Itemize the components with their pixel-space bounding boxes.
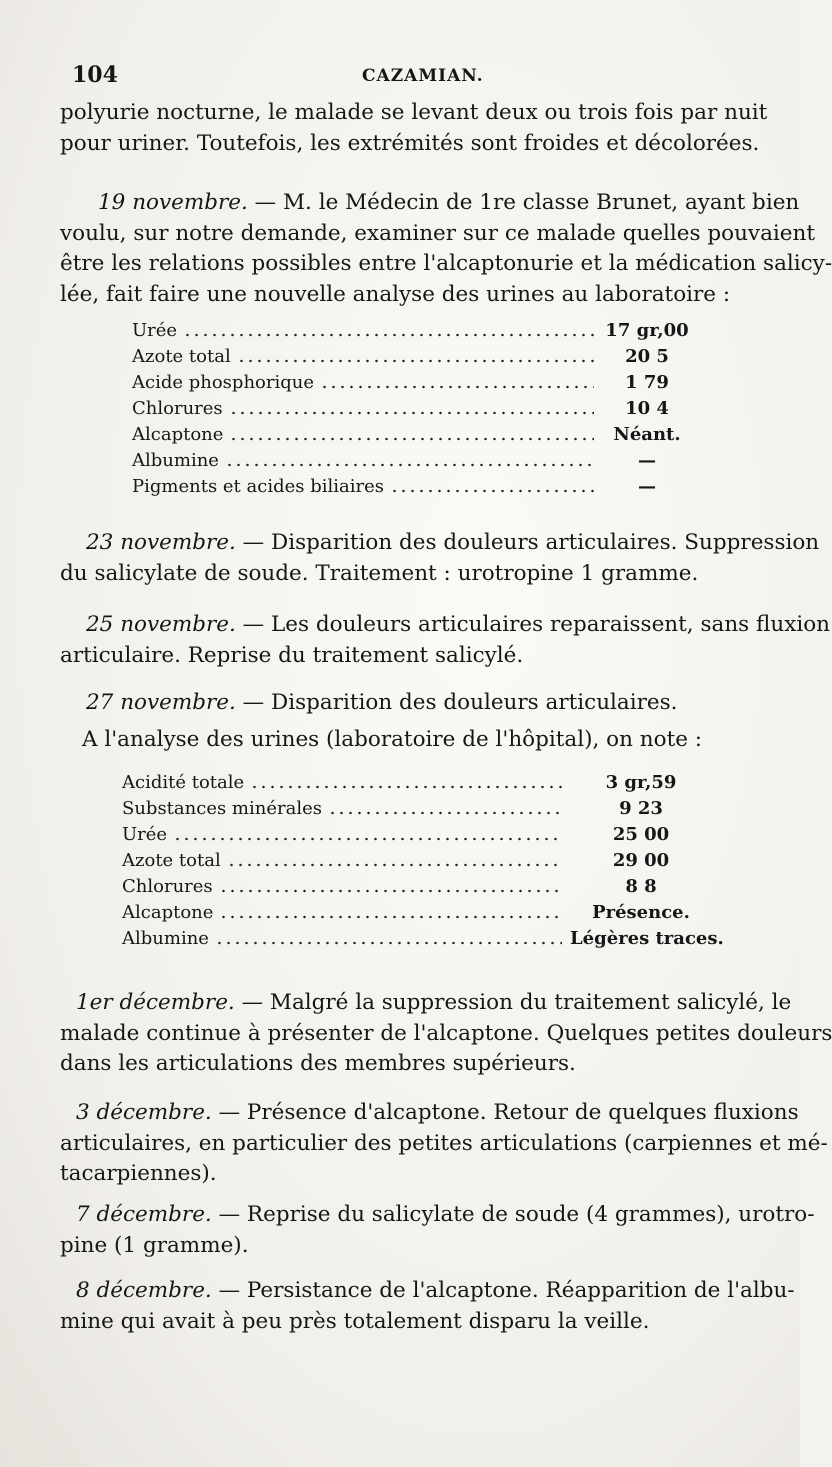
analysis-value: — [638, 476, 656, 497]
analysis-row [122, 926, 724, 952]
analysis-value: Présence. [592, 902, 690, 923]
paragraph-27-novembre [60, 688, 766, 755]
analysis-row [132, 448, 692, 474]
text-line: — Reprise du salicylate de soude (4 grammes), urotro- [211, 1202, 815, 1227]
paragraph-7-decembre [60, 1200, 815, 1261]
text-line: — Les douleurs articulaires reparaissent, sans fluxion [235, 612, 831, 637]
analysis-value: 1 79 [625, 372, 669, 393]
text-line: — Présence d'alcaptone. Retour de quelques fluxions [211, 1100, 799, 1125]
text-line: lée, fait faire une nouvelle analyse des urines au laboratoire : [60, 281, 731, 307]
analysis-label: Albumine [122, 928, 209, 949]
analysis-label: Chlorures [132, 398, 223, 419]
analysis-row [122, 770, 712, 796]
entry-date: 1er décembre. [76, 990, 235, 1015]
analysis-value: 17 gr,00 [605, 320, 689, 341]
analysis-value: 29 00 [612, 850, 670, 871]
analysis-value: 3 gr,59 [605, 772, 677, 793]
analysis-row [132, 344, 692, 370]
analysis-label: Urée [132, 320, 178, 341]
dot-leader [328, 811, 562, 815]
analysis-label: Azote total [132, 346, 231, 367]
text-line: être les relations possibles entre l'alcaptonurie et la médication salicy- [60, 251, 832, 276]
analysis-row [132, 396, 692, 422]
text-line: dans les articulations des membres supérieurs. [60, 1051, 576, 1076]
page-number: 104 [72, 62, 118, 88]
analysis-value: Néant. [613, 424, 681, 445]
text-line: pour uriner. Toutefois, les extrémités sont froides et décolorées. [60, 130, 760, 156]
paragraph-23-novembre [60, 528, 820, 589]
entry-date: 23 novembre. [86, 530, 236, 555]
analysis-label: Albumine [132, 450, 219, 471]
paragraph-19-novembre [60, 188, 832, 310]
analysis-row [122, 822, 712, 848]
text-line: — Disparition des douleurs articulaires. [235, 690, 678, 715]
text-line: malade continue à présenter de l'alcaptone. Quelques petites douleurs [60, 1020, 832, 1046]
entry-date: 25 novembre. [86, 612, 236, 637]
entry-date: 27 novembre. [86, 690, 236, 715]
dot-leader [229, 437, 594, 441]
dot-leader [237, 359, 594, 363]
analysis-label: Chlorures [122, 876, 213, 897]
dot-leader [215, 941, 562, 945]
text-line: du salicylate de soude. Traitement : urotropine 1 gramme. [60, 560, 699, 586]
urine-analysis-table-2 [122, 770, 724, 952]
analysis-label: Acidité totale [122, 772, 245, 793]
page-header [72, 62, 762, 92]
analysis-label: Urée [122, 824, 168, 845]
paragraph-1er-decembre [60, 988, 832, 1080]
analysis-row [132, 370, 692, 396]
text-line: — Malgré la suppression du traitement salicylé, le [234, 990, 792, 1015]
text-line: mine qui avait à peu près totalement disparu la veille. [60, 1308, 650, 1334]
text-line: A l'analyse des urines (laboratoire de l'hôpital), on note : [82, 726, 703, 752]
dot-leader [219, 915, 562, 919]
analysis-value: 8 8 [625, 876, 657, 897]
analysis-row [122, 848, 712, 874]
text-line: voulu, sur notre demande, examiner sur ce malade quelles pouvaient [60, 220, 815, 246]
dot-leader [250, 785, 562, 789]
running-head: CAZAMIAN. [362, 66, 484, 86]
dot-leader [229, 411, 594, 415]
text-line: — Persistance de l'alcaptone. Réapparition de l'albu- [211, 1278, 795, 1303]
paragraph-25-novembre [60, 610, 831, 671]
dot-leader [183, 333, 594, 337]
entry-date: 19 novembre. [98, 190, 248, 215]
paragraph-continuation [60, 98, 766, 159]
dot-leader [173, 837, 562, 841]
paragraph-3-decembre [60, 1098, 828, 1190]
text-line: articulaires, en particulier des petites articulations (carpiennes et mé- [60, 1130, 828, 1156]
entry-date: 3 décembre. [76, 1100, 212, 1125]
entry-date: 7 décembre. [76, 1202, 212, 1227]
analysis-row [132, 474, 692, 500]
text-line: tacarpiennes). [60, 1161, 217, 1186]
analysis-label: Acide phosphorique [132, 372, 315, 393]
text-line: — M. le Médecin de 1re classe Brunet, ayant bien [247, 190, 800, 215]
analysis-value: Légères traces. [570, 928, 724, 949]
text-line: pine (1 gramme). [60, 1232, 249, 1258]
analysis-value: — [638, 450, 656, 471]
analysis-row [122, 874, 712, 900]
dot-leader [219, 889, 562, 893]
analysis-value: 20 5 [625, 346, 669, 367]
entry-date: 8 décembre. [76, 1278, 212, 1303]
analysis-row [122, 900, 712, 926]
analysis-value: 9 23 [619, 798, 663, 819]
analysis-label: Pigments et acides biliaires [132, 476, 384, 497]
dot-leader [225, 463, 594, 467]
analysis-label: Alcaptone [122, 902, 214, 923]
text-line: polyurie nocturne, le malade se levant deux ou trois fois par nuit [60, 100, 768, 125]
analysis-label: Substances minérales [122, 798, 322, 819]
analysis-value: 25 00 [612, 824, 670, 845]
text-line: articulaire. Reprise du traitement salicylé. [60, 642, 524, 668]
analysis-value: 10 4 [625, 398, 669, 419]
analysis-label: Alcaptone [132, 424, 224, 445]
analysis-row [132, 422, 692, 448]
dot-leader [390, 489, 594, 493]
analysis-row [132, 318, 692, 344]
urine-analysis-table-1 [132, 318, 692, 500]
dot-leader [320, 385, 594, 389]
analysis-row [122, 796, 712, 822]
text-line: — Disparition des douleurs articulaires. Suppression [235, 530, 820, 555]
paragraph-8-decembre [60, 1276, 795, 1337]
dot-leader [227, 863, 562, 867]
analysis-label: Azote total [122, 850, 221, 871]
